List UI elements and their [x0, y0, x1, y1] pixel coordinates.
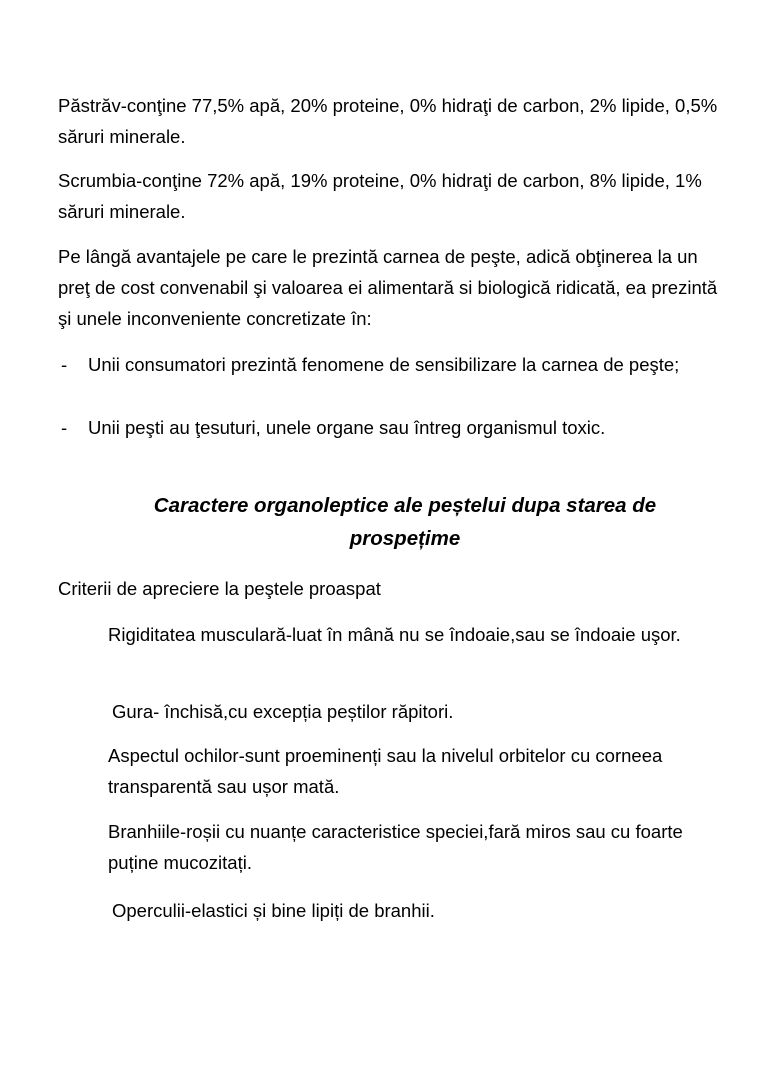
- paragraph-avantaje: Pe lângă avantajele pe care le prezintă carnea de peşte, adică obţinerea la un preţ de cost convenabil şi valoarea ei alimentară si biologică ridicată, ea prezintă şi unele inconveniente concretizate în:: [58, 246, 718, 329]
- criteria-intro: Criterii de apreciere la peştele proaspat: [58, 578, 381, 599]
- bullet-text: Unii consumatori prezintă fenomene de sensibilizare la carnea de peşte;: [88, 354, 680, 375]
- section-heading: Caractere organoleptice ale peștelui dupa starea de prospețime: [153, 494, 657, 550]
- criteria-item-gura: Gura- închisă,cu excepția peștilor răpitori.: [112, 701, 454, 722]
- bullet-marker: -: [61, 354, 68, 375]
- criteria-item-rigiditate: Rigiditatea musculară-luat în mână nu se îndoaie,sau se îndoaie uşor.: [108, 624, 681, 645]
- criteria-item-ochi: Aspectul ochilor-sunt proeminenți sau la nivelul orbitelor cu corneea transparentă sau ușor mată.: [108, 745, 663, 797]
- paragraph-scrumbia: Scrumbia-conţine 72% apă, 19% proteine, 0% hidraţi de carbon, 8% lipide, 1% săruri minerale.: [58, 170, 702, 222]
- criteria-item-operculi: Operculii-elastici și bine lipiți de branhii.: [112, 900, 435, 921]
- paragraph-pastrav: Păstrăv-conţine 77,5% apă, 20% proteine, 0% hidraţi de carbon, 2% lipide, 0,5% săruri minerale.: [58, 95, 718, 147]
- bullet-item: [58, 412, 718, 443]
- bullet-marker: -: [61, 417, 68, 438]
- criteria-item-branhii: Branhiile-roșii cu nuanțe caracteristice speciei,fară miros sau cu foarte puține mucozitați.: [108, 821, 683, 873]
- bullet-item: [58, 349, 718, 380]
- bullet-text: Unii peşti au ţesuturi, unele organe sau întreg organismul toxic.: [88, 417, 606, 438]
